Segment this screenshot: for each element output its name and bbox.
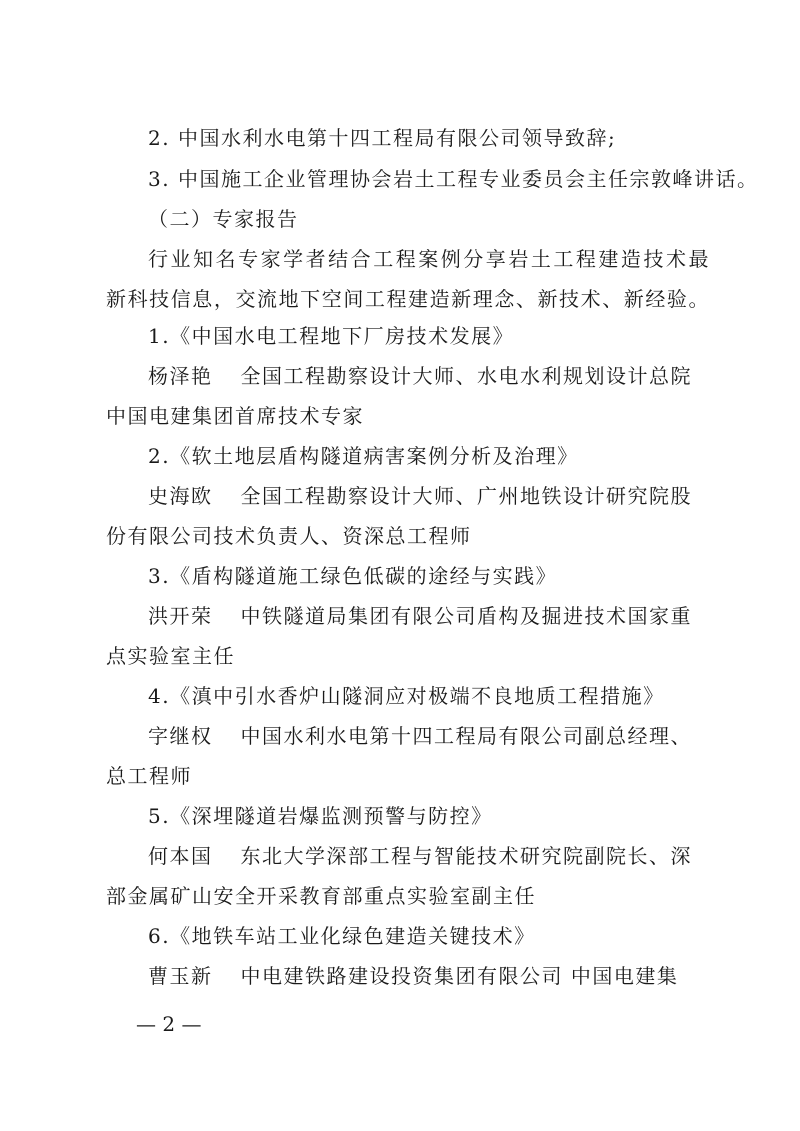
speaker-name: 字继权	[148, 724, 213, 748]
speaker-affiliation-continued: 点实验室主任	[106, 644, 235, 668]
speaker-name: 曹玉新	[148, 964, 213, 988]
report-title: 3.《盾构隧道施工绿色低碳的途经与实践》	[148, 564, 558, 588]
section-heading: （二）专家报告	[148, 207, 299, 231]
report-title: 6.《地铁车站工业化绿色建造关键技术》	[148, 924, 536, 948]
report-speaker-line	[148, 362, 748, 390]
report-title: 5.《深埋隧道岩爆监测预警与防控》	[148, 804, 493, 828]
speaker-name: 何本国	[148, 844, 213, 868]
speaker-name: 史海欧	[148, 484, 213, 508]
report-speaker-line	[148, 722, 748, 750]
speaker-affiliation-continued: 部金属矿山安全开采教育部重点实验室副主任	[106, 884, 536, 908]
speaker-affiliation: 中电建铁路建设投资集团有限公司 中国电建集	[240, 964, 679, 988]
speaker-affiliation-continued: 总工程师	[106, 764, 192, 788]
intro-paragraph-line-2: 新科技信息，交流地下空间工程建造新理念、新技术、新经验。	[106, 287, 710, 311]
page-number: — 2 —	[136, 1012, 202, 1036]
report-speaker-line	[148, 842, 748, 870]
speaker-name: 杨泽艳	[148, 364, 213, 388]
agenda-item-3: 3. 中国施工企业管理协会岩土工程专业委员会主任宗敦峰讲话。	[148, 167, 759, 191]
speaker-affiliation: 全国工程勘察设计大师、水电水利规划设计总院	[240, 364, 692, 388]
speaker-affiliation: 全国工程勘察设计大师、广州地铁设计研究院股	[240, 484, 692, 508]
speaker-affiliation: 东北大学深部工程与智能技术研究院副院长、深	[240, 844, 692, 868]
report-title: 2.《软土地层盾构隧道病害案例分析及治理》	[148, 444, 579, 468]
intro-paragraph-line-1: 行业知名专家学者结合工程案例分享岩土工程建造技术最	[148, 247, 710, 271]
agenda-item-2: 2. 中国水利水电第十四工程局有限公司领导致辞;	[148, 126, 617, 150]
speaker-affiliation-continued: 份有限公司技术负责人、资深总工程师	[106, 524, 472, 548]
report-speaker-line	[148, 962, 748, 990]
speaker-affiliation-continued: 中国电建集团首席技术专家	[106, 404, 364, 428]
report-speaker-line	[148, 602, 748, 630]
report-speaker-line	[148, 482, 748, 510]
report-title: 4.《滇中引水香炉山隧洞应对极端不良地质工程措施》	[148, 684, 665, 708]
speaker-affiliation: 中铁隧道局集团有限公司盾构及掘进技术国家重	[240, 604, 692, 628]
speaker-name: 洪开荣	[148, 604, 213, 628]
report-title: 1.《中国水电工程地下厂房技术发展》	[148, 324, 515, 348]
speaker-affiliation: 中国水利水电第十四工程局有限公司副总经理、	[240, 724, 692, 748]
